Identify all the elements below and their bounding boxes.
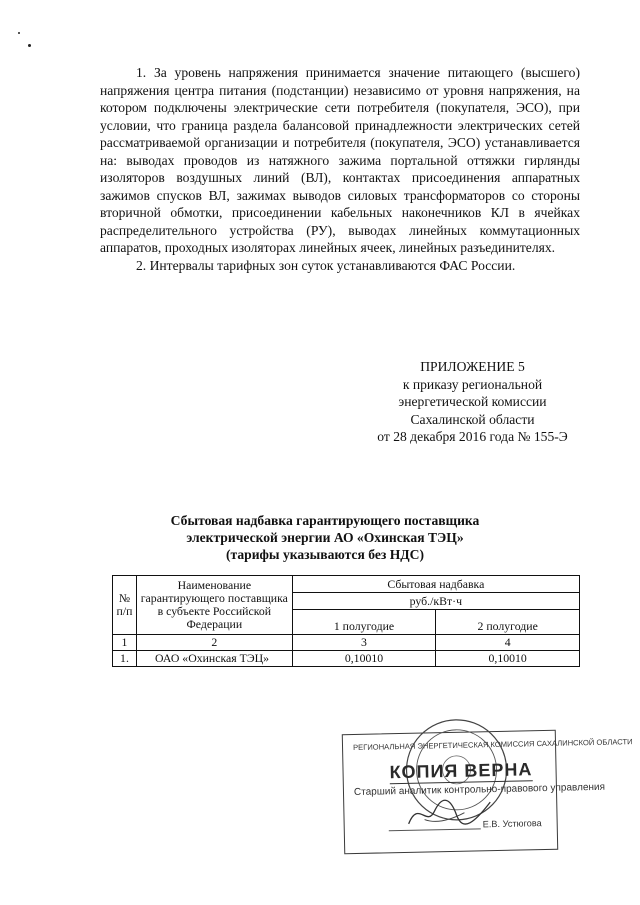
header-supplier-name: Наименование гарантирующего поставщика в субъекте Российской Федерации [136,576,292,635]
notes-section [100,64,580,274]
column-number: 3 [292,635,436,651]
table-header-row [113,576,580,593]
appendix-line: Сахалинской области [410,411,535,427]
appendix-line: энергетической комиссии [398,394,547,409]
stamp-organization: РЕГИОНАЛЬНАЯ ЭНЕРГЕТИЧЕСКАЯ КОМИССИЯ САХАЛИНСКОЙ ОБЛАСТИ [352,737,633,753]
header-number: № п/п [113,576,137,635]
column-number: 2 [136,635,292,651]
appendix-line: к приказу региональной [402,376,543,392]
header-half-1: 1 полугодие [292,610,436,635]
row-half-1-value: 0,10010 [292,651,436,667]
stamp-copy-true: КОПИЯ ВЕРНА [389,759,533,783]
certification-stamp [342,730,633,854]
header-markup: Сбытовая надбавка [292,576,579,593]
row-number: 1. [113,651,137,667]
table-row [113,651,580,667]
note-paragraph-1: 1. За уровень напряжения принимается значение питающего (высшего) напряжения центра питания (подстанции) независимо от уровня напряжения, на котором подключены электрические сети потребителя (покупателя, ЭСО), при условии, что граница раздела балансовой принадлежности электрических сетей рассматриваемой организации и потребителя (покупателя, ЭСО) устанавливается на: выводах проводов из натяжного зажима портальной оттяжки гирлянды изоляторов воздушных линий (ВЛ), контактах присоединения аппаратных зажимов спусков ВЛ, зажимах выводов силовых трансформаторов со стороны вторичной обмотки, присоединении кабельных наконечников КЛ в ячейках распределительного устройства (РУ), выводах линейных коммутационных аппаратов, проходных изоляторах линейных ячеек, линейных разъединителях. [100,65,580,255]
scan-speck [28,44,31,47]
scan-speck [18,32,20,34]
title-line: Сбытовая надбавка гарантирующего поставщика [170,513,480,528]
signature-icon [404,792,495,834]
stamp-signer: Е.В. Устюгова [482,818,542,830]
row-supplier-name: ОАО «Охинская ТЭЦ» [136,651,292,667]
title-line: электрической энергии АО «Охинская ТЭЦ» [186,530,464,545]
column-number-row [113,635,580,651]
stamp-position: Старший аналитик контрольно-правового управления [353,781,606,799]
appendix-heading: ПРИЛОЖЕНИЕ 5 [420,359,525,374]
title-line: (тарифы указываются без НДС) [225,547,425,562]
tariff-table [112,575,580,667]
header-half-2: 2 полугодие [436,610,580,635]
row-half-2-value: 0,10010 [436,651,580,667]
appendix-header [360,358,585,446]
column-number: 4 [436,635,580,651]
column-number: 1 [113,635,137,651]
appendix-line: от 28 декабря 2016 года № 155-Э [377,429,568,444]
document-title [120,512,530,563]
note-paragraph-2: 2. Интервалы тарифных зон суток устанавливаются ФАС России. [136,257,516,273]
header-unit: руб./кВт·ч [292,593,579,610]
